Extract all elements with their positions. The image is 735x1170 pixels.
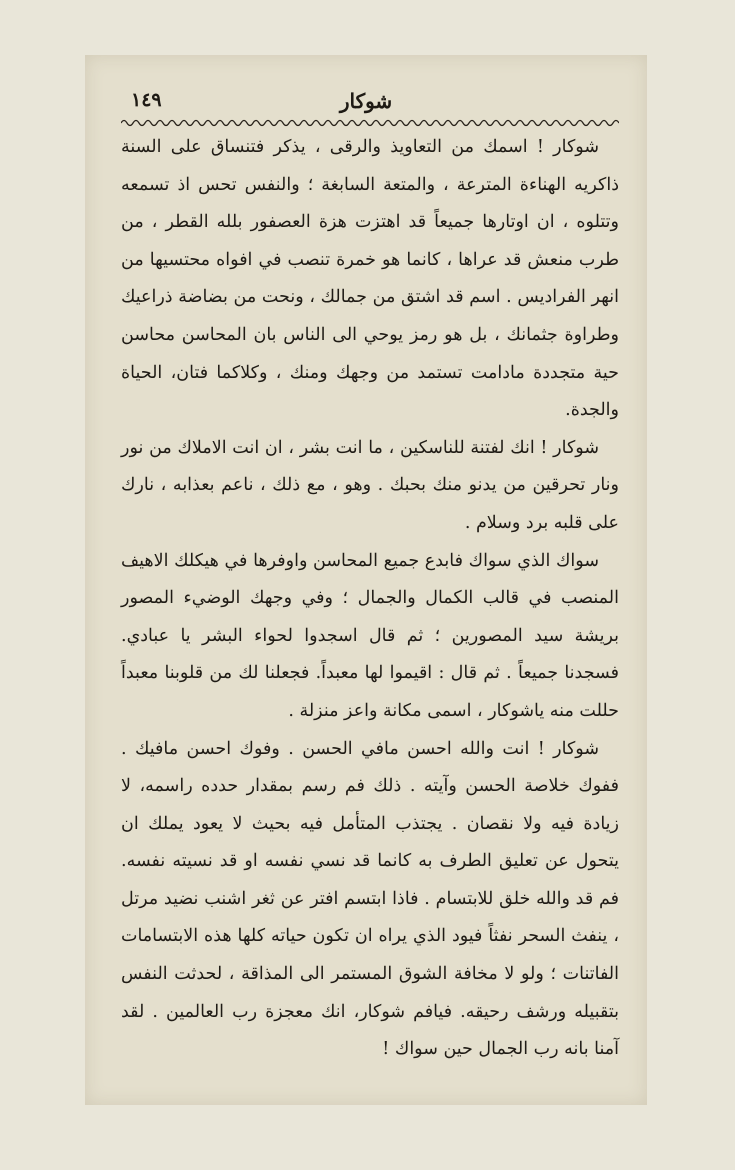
page-number: ١٤٩ (131, 89, 162, 111)
paragraph-2: شوكار ! انك لفتنة للناسكين ، ما انت بشر ، ان انت الاملاك من نور ونار تحرقين من يدنو منك بحبك . وهو ، مع ذلك ، ناعم بعذابه ، نارك على قلبه برد وسلام . (121, 437, 619, 533)
wavy-divider-line (121, 121, 619, 126)
paragraph-1: شوكار ! اسمك من التعاويذ والرقى ، يذكر فتنساق على السنة ذاكريه الهناءة المترعة ، والمتعة السابغة ؛ والنفس تحس اذ تسمعه وتتلوه ، ان اوتارها جميعاً قد اهتزت هزة العصفور بلله القطر ، من طرب منعش قد عراها ، كانما هو خمرة تنصب في افواه محتسيها من انهر الفراديس . اسم قد اشتق من جمالك ، ونحت من بضاضة ذراعيك وطراوة جثمانك ، بل هو رمز يوحي الى الناس بان المحاسن محاسن حية متجددة مادامت تستمد من وجهك ومنك ، وكلاكما فتان، الحياة والجدة. (121, 137, 619, 421)
wavy-divider (121, 118, 619, 128)
paragraph-4: شوكار ! انت والله احسن مافي الحسن . وفوك احسن مافيك . ففوك خلاصة الحسن وآيته . ذلك فم رسم بمقدار حدده راسمه، لا زيادة فيه ولا نقصان . يجتذب المتأمل فيه بحيث لا يعود يملك ان يتحول عن تعليق الطرف به كانما قد نسي نفسه او قد نسيته نفسه. فم قد والله خلق للابتسام . فاذا ابتسم افتر عن ثغر اشنب نضيد مرتل ، ينفث السحر نفثاً فيود الذي يراه ان تكون حياته كلها هذه الابتسامات الفاتنات ؛ ولو لا مخافة الشوق المستمر الى المذاقة ، لحدثت النفس بتقبيله ورشف رحيقه. فيافم شوكار، انك معجزة رب العالمين . لقد آمنا بانه رب الجمال حين سواك ! (121, 738, 619, 1060)
text-body (121, 129, 619, 1069)
book-page (85, 55, 647, 1105)
page-title: شوكار (339, 89, 393, 113)
paragraph-3: سواك الذي سواك فابدع جميع المحاسن واوفرها في هيكلك الاهيف المنصب في قالب الكمال والجمال ؛ وفي وجهك الوضيء المصور بريشة سيد المصورين ؛ ثم قال اسجدوا لحواء البشر يا عبادي. فسجدنا جميعاً . ثم قال : اقيموا لها معبداً. فجعلنا لك من قلوبنا معبداً حللت منه ياشوكار ، اسمى مكانة واعز منزلة . (121, 550, 619, 721)
page-header (85, 89, 647, 119)
